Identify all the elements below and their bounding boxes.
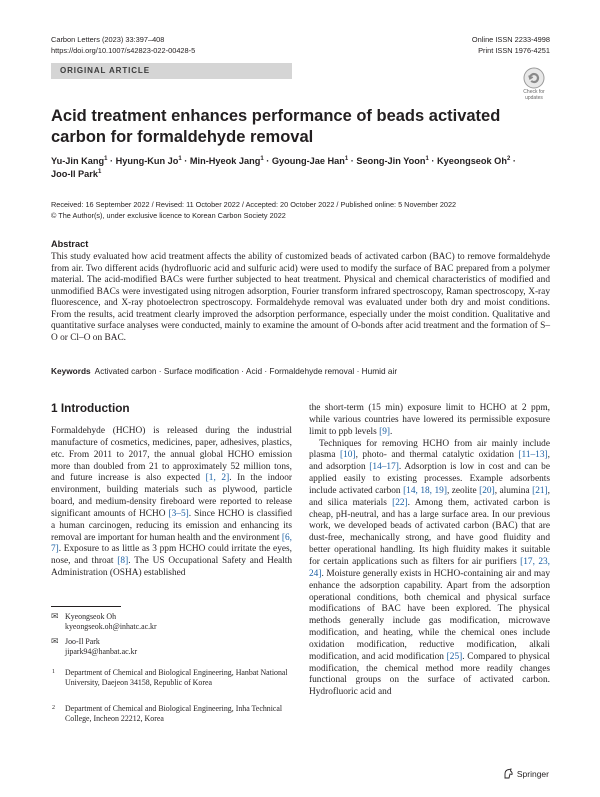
article-title: Acid treatment enhances performance of beads activated carbon for formaldehyde removal (51, 107, 501, 146)
author-name[interactable]: Joo-Il Park (51, 168, 98, 179)
article-type-banner: ORIGINAL ARTICLE (51, 63, 292, 79)
envelope-icon: ✉ (51, 611, 59, 621)
affiliation-marker: 1 (97, 168, 102, 175)
affiliation-marker: 1 (260, 155, 264, 162)
citation-link[interactable]: [21] (532, 485, 548, 496)
check-updates-icon (523, 67, 545, 89)
copyright-line: © The Author(s), under exclusive licence to Korean Carbon Society 2022 (51, 210, 286, 220)
citation-link[interactable]: [9] (379, 426, 390, 437)
keywords-label: Keywords (51, 366, 91, 376)
springer-horse-icon (503, 768, 514, 779)
intro-paragraph: Techniques for removing HCHO from air mainly include plasma [10], photo- and thermal catalytic oxidation [11–13], and adsorption [14–17]. Adsorption is low in cost and can be applied easily to existing processes. Example adsorbents include activated carbon [14, 18, 19], zeolite [20], alumina [21], and silica materials [22]. Among them, activated carbon is cheap, pH-neutral, and has a large surface area. In our previous work, we developed beads of activated carbon (BAC) that are dust-free, mechanically strong, and have good fluidity and better operational handling. Its high fluidity makes it suitable for certain applications such as filters for air purifiers [17, 23, 24]. Moisture generally exists in HCHO-containing air and may enhance the adsorption capability. Apart from the adsorption operational conditions, both chemical and physical surface modifications of BAC have been explored. The physical methods generally include gas modification, microwave modification, and heating, while the chemical ones include oxidation modification, reductive modification, alkali modification, and acid modification [25]. Compared to physical modification, the chemical method more readily changes functional groups on the surface of activated carbon. Hydrofluoric acid and (309, 438, 551, 698)
citation-link[interactable]: [8] (117, 556, 129, 567)
corresponding-author-2 (51, 637, 292, 657)
affiliation-marker: 1 (425, 155, 429, 162)
doi-link[interactable]: https://doi.org/10.1007/s42823-022-00428-5 (51, 45, 196, 55)
abstract-heading: Abstract (51, 239, 89, 249)
citation-link[interactable]: [22] (392, 497, 408, 508)
history-dates: Received: 16 September 2022 / Revised: 11 October 2022 / Accepted: 20 October 2022 / Published online: 5 November 2022 (51, 200, 457, 209)
issn-header (472, 35, 550, 56)
corresponding-author-1 (51, 612, 292, 632)
contact-email[interactable]: jipark94@hanbat.ac.kr (65, 647, 138, 656)
publisher-name: Springer (516, 768, 549, 779)
affiliation-marker: 1 (104, 155, 108, 162)
author-name[interactable]: Seong-Jin Yoon (356, 156, 426, 166)
affiliation-2 (51, 704, 292, 724)
affiliation-marker: 1 (178, 155, 182, 162)
affiliation-marker: 1 (344, 155, 349, 162)
affiliation-marker: 2 (506, 155, 511, 162)
author-name[interactable]: Kyeongseok Oh (437, 156, 507, 166)
publication-dates (51, 200, 551, 221)
citation-link[interactable]: [3–5] (168, 508, 189, 519)
citation-link[interactable]: [6, 7] (51, 532, 292, 555)
citation-link[interactable]: [14–17] (369, 462, 399, 473)
check-updates-label: Check for updates (523, 89, 545, 101)
author-name[interactable]: Yu-Jin Kang (51, 156, 105, 166)
citation-link[interactable]: [10] (340, 450, 356, 461)
citation-link[interactable]: [11–13] (518, 450, 548, 461)
contact-name: Kyeongseok Oh (65, 612, 117, 621)
contact-email[interactable]: kyeongseok.oh@inhatc.ac.kr (65, 622, 157, 631)
author-name[interactable]: Hyung-Kun Jo (115, 156, 179, 166)
citation-link[interactable]: [17, 23, 24] (309, 556, 551, 579)
affiliation-text: Department of Chemical and Biological Engineering, Hanbat National University, Daejeon 34158, Republic of Korea (65, 668, 288, 687)
author-name[interactable]: Min-Hyeok Jang (189, 156, 261, 166)
abstract-text: This study evaluated how acid treatment affects the ability of customized beads of activated carbon (BAC) to remove formaldehyde from air. Two different acids (hydrofluoric acid and sulfuric acid) were used to modify the surface of BAC prepared from a polymer material. The acid-modified BACs were further subjected to heat treatment. Physical and chemical characteristics of modified and unmodified BACs were investigated using nitrogen adsorption, Fourier transform infrared spectroscopy, Raman spectroscopy, X-ray fluorescence, and X-ray photoelectron spectroscopy. Formaldehyde removal was evaluated under both dry and moist conditions. From the results, acid treatment clearly improved the adsorption performance, especially under the moist condition. Qualitative and quantitative surface analyses were conducted, mainly to examine the amount of O-bonds after acid treatment and the formation of S–O or Cl–O on BAC. (51, 252, 550, 343)
section-heading-introduction: 1 Introduction (51, 401, 130, 415)
author-name[interactable]: Gyoung-Jae Han (271, 156, 345, 166)
keywords-list: Activated carbon · Surface modification · Acid · Formaldehyde removal · Humid air (94, 366, 398, 376)
publisher-logo (503, 768, 549, 779)
citation-link[interactable]: [14, 18, 19] (403, 485, 447, 496)
affiliation-number: 2 (52, 705, 55, 711)
affiliation-number: 1 (52, 669, 55, 675)
journal-header (51, 35, 195, 56)
footnote-divider (51, 606, 121, 607)
envelope-icon: ✉ (51, 636, 59, 646)
intro-left-column (51, 426, 292, 580)
keywords-line (51, 366, 550, 377)
intro-paragraph: Formaldehyde (HCHO) is released during the industrial manufacture of cosmetics, medicines, paper, adhesives, plastics, etc. From 2011 to 2017, the annual global HCHO emission more than doubled from 21 to approximately 52 million tons, and future increase is also expected [1, 2]. In the indoor environment, building materials such as plywood, particle board, and medium-density fireboard were reported to release significant amounts of HCHO [3–5]. Since HCHO is classified a human carcinogen, reducing its emission and enhancing its removal are important for human health and the environment [6, 7]. Exposure to as little as 3 ppm HCHO could irritate the eyes, nose, and throat [8]. The US Occupational Safety and Health Administration (OSHA) established (51, 426, 292, 579)
journal-citation: Carbon Letters (2023) 33:397–408 (51, 35, 165, 44)
intro-paragraph: the short-term (15 min) exposure limit to HCHO at 2 ppm, while various countries have lowered its permissible exposure limit to ppb levels [9]. (309, 403, 550, 437)
intro-right-column (309, 403, 550, 699)
contact-name: Joo-Il Park (65, 637, 100, 646)
citation-link[interactable]: [20] (479, 485, 495, 496)
citation-link[interactable]: [25] (446, 651, 463, 662)
affiliation-text: Department of Chemical and Biological Engineering, Inha Technical College, Incheon 22212, Korea (65, 704, 283, 723)
citation-link[interactable]: [1, 2] (205, 473, 230, 484)
online-issn: Online ISSN 2233-4998 (471, 35, 550, 44)
author-list: Yu-Jin Kang$^1$ · Hyung-Kun $Jo^1$ · Min-Hyeok Jang$^1$ · Gyoung-Jae Han$^1$ · Seong-Jin Yoon$^1$ · Kyeongseok $Oh^2$ · Joo-Il Park$^1$ (51, 155, 516, 179)
check-for-updates-badge[interactable] (517, 67, 551, 101)
affiliation-1 (51, 668, 292, 688)
print-issn: Print ISSN 1976-4251 (478, 45, 550, 55)
